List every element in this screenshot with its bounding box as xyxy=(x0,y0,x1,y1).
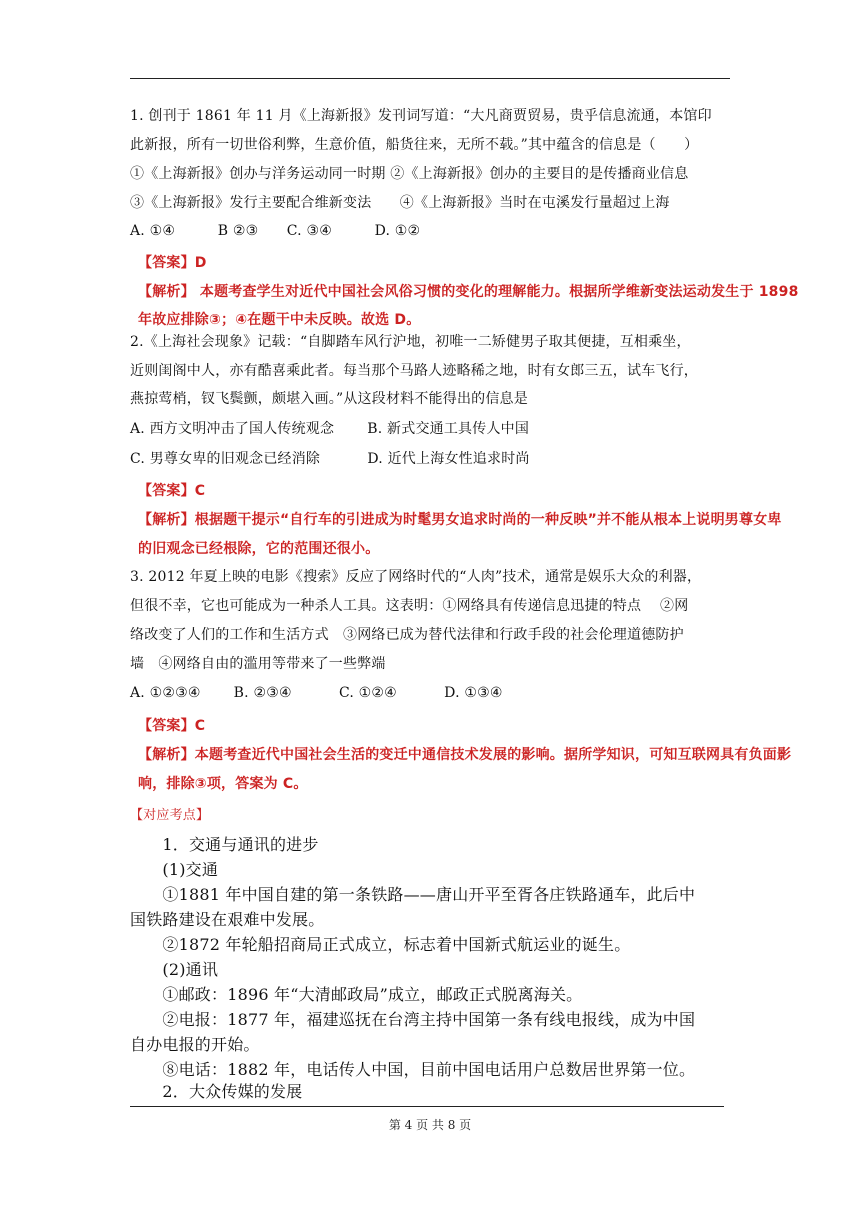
q1-analysis-line-1: 【解析】 本题考查学生对近代中国社会风俗习惯的变化的理解能力。根据所学维新变法运动发生于 1898 xyxy=(138,284,799,300)
kaodian-line-5: ②1872 年轮船招商局正式成立，标志着中国新式航运业的诞生。 xyxy=(130,935,631,954)
q2-line-1: 2.《上海社会现象》记载：“自脚踏车风行沪地，初唯一二矫健男子取其便捷，互相乘坐， xyxy=(130,334,691,350)
kaodian-line-9: 自办电报的开始。 xyxy=(130,1035,260,1054)
kaodian-line-11: 2．大众传媒的发展 xyxy=(130,1082,303,1101)
q2-options-ab: A. 西方文明冲击了国人传统观念 B. 新式交通工具传人中国 xyxy=(130,421,530,437)
kaodian-line-2: (1)交通 xyxy=(130,860,219,879)
kaodian-line-3: ①1881 年中国自建的第一条铁路——唐山开平至胥各庄铁路通车，此后中 xyxy=(130,885,696,904)
q3-line-1: 3. 2012 年夏上映的电影《搜索》反应了网络时代的“人肉”技术，通常是娱乐大众的利器， xyxy=(130,569,702,585)
kaodian-line-7: ①邮政：1896 年“大清邮政局”成立，邮政正式脱离海关。 xyxy=(130,985,583,1004)
q3-line-2: 但很不幸，它也可能成为一种杀人工具。这表明：①网络具有传递信息迅捷的特点 ②网 xyxy=(130,598,689,614)
q1-options: A. ①④ B ②③ C. ③④ D. ①② xyxy=(130,223,421,239)
q3-options: A. ①②③④ B. ②③④ C. ①②④ D. ①③④ xyxy=(130,685,503,701)
q3-answer: 【答案】C xyxy=(138,718,206,734)
kaodian-line-10: ⑧电话：1882 年，电话传人中国，目前中国电话用户总数居世界第一位。 xyxy=(130,1060,696,1079)
q3-line-4: 墙 ④网络自由的滥用等带来了一些弊端 xyxy=(130,656,386,672)
kaodian-line-8: ②电报：1877 年，福建巡抚在台湾主持中国第一条有线电报线，成为中国 xyxy=(130,1010,696,1029)
q2-line-2: 近则闺阁中人，亦有酷喜乘此者。每当那个马路人迹略稀之地，时有女郎三五，试车飞行， xyxy=(130,363,698,379)
q1-line-4: ③《上海新报》发行主要配合维新变法 ④《上海新报》当时在屯溪发行量超过上海 xyxy=(130,195,670,211)
kaodian-line-6: (2)通讯 xyxy=(130,960,219,979)
q1-analysis-line-2: 年故应排除③；④在题干中未反映。故选 D。 xyxy=(138,312,421,328)
kaodian-heading: 【对应考点】 xyxy=(130,808,210,823)
q2-answer: 【答案】C xyxy=(138,483,206,499)
header-rule xyxy=(130,78,730,79)
q2-options-cd: C. 男尊女卑的旧观念已经消除 D. 近代上海女性追求时尚 xyxy=(130,451,530,467)
q1-answer: 【答案】D xyxy=(138,255,207,271)
q3-line-3: 络改变了人们的工作和生活方式 ③网络已成为替代法律和行政手段的社会伦理道德防护 xyxy=(130,627,684,643)
q2-line-3: 燕掠莺梢，钗飞鬓颤，颇堪入画。”从这段材料不能得出的信息是 xyxy=(130,391,528,407)
q1-line-2: 此新报，所有一切世俗利弊，生意价值，船货往来，无所不载。”其中蕴含的信息是（ ） xyxy=(130,137,699,153)
q1-line-1: 1. 创刊于 1861 年 11 月《上海新报》发刊词写道：“大凡商贾贸易，贵乎信息流通，本馆印 xyxy=(130,108,712,124)
page-number: 第 4 页 共 8 页 xyxy=(388,1118,472,1132)
q2-analysis-line-2: 的旧观念已经根除，它的范围还很小。 xyxy=(138,541,380,557)
q2-analysis-line-1: 【解析】根据题干提示“自行车的引进成为时髦男女追求时尚的一种反映”并不能从根本上说明男尊女卑 xyxy=(138,512,782,528)
q3-analysis-line-1: 【解析】本题考查近代中国社会生活的变迁中通信技术发展的影响。据所学知识，可知互联网具有负面影 xyxy=(138,747,792,763)
footer-rule xyxy=(130,1106,724,1107)
q3-analysis-line-2: 响，排除③项，答案为 C。 xyxy=(138,776,308,792)
kaodian-line-1: 1．交通与通讯的进步 xyxy=(130,835,319,854)
q1-line-3: ①《上海新报》创办与洋务运动同一时期 ②《上海新报》创办的主要目的是传播商业信息 xyxy=(130,166,689,182)
kaodian-line-4: 国铁路建设在艰难中发展。 xyxy=(130,910,325,929)
